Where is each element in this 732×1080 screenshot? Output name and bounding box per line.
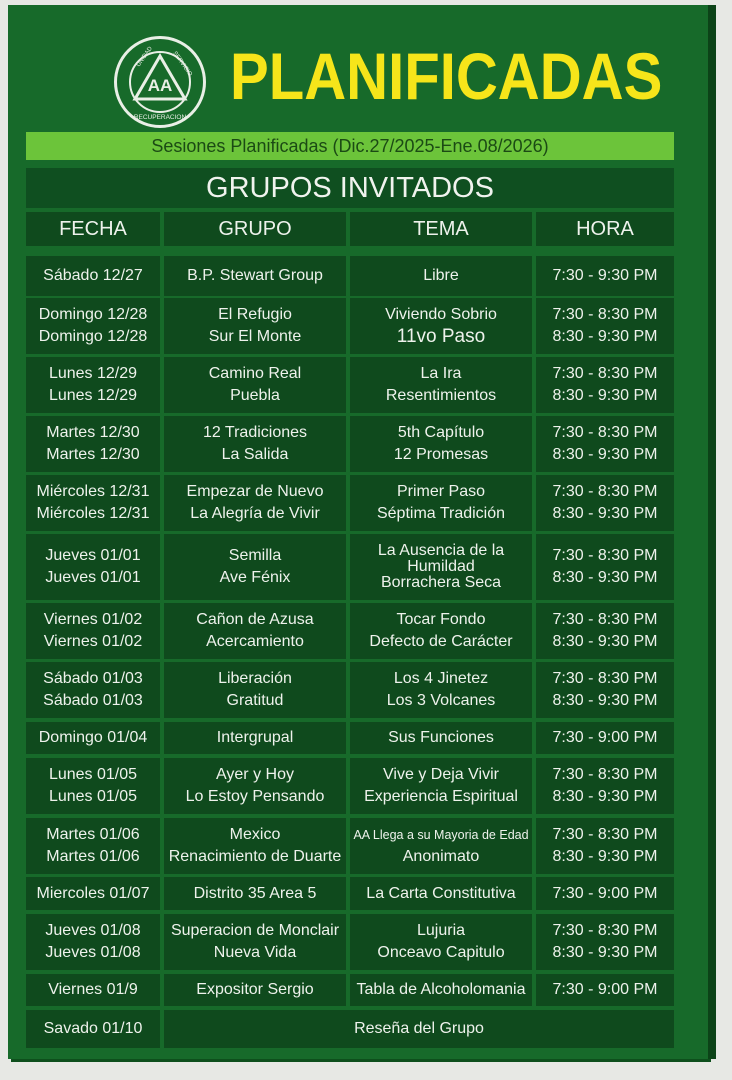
cell-text: Lunes 01/05 — [48, 788, 138, 805]
cell-text: Séptima Tradición — [376, 505, 506, 522]
cell-text: 7:30 - 9:00 PM — [552, 884, 658, 902]
cell-hora — [536, 416, 674, 472]
cell-text: Viernes 01/02 — [43, 633, 143, 650]
cell-grupo — [164, 603, 346, 659]
cell-text: Jueves 01/01 — [45, 569, 141, 586]
cell-tema — [350, 914, 532, 970]
cell-text: Lujuria — [416, 922, 466, 939]
cell-text: Jueves 01/01 — [45, 547, 141, 564]
cell-text: Ayer y Hoy — [216, 766, 294, 783]
cell-text: 7:30 - 9:30 PM — [552, 267, 658, 284]
cell-text: Domingo 01/04 — [38, 729, 148, 746]
cell-grupo — [164, 877, 346, 910]
cell-text: Humildad — [407, 558, 475, 575]
cell-text: Experiencia Espiritual — [364, 788, 518, 805]
cell-text: La Salida — [221, 446, 289, 463]
cell-text: Martes 01/06 — [46, 848, 140, 865]
cell-tema — [350, 974, 532, 1006]
cell-grupo — [164, 416, 346, 472]
cell-text: Viviendo Sobrio — [385, 306, 497, 323]
page-title: PLANIFICADAS — [230, 39, 663, 113]
cell-text: Empezar de Nuevo — [186, 483, 324, 500]
cell-tema — [350, 662, 532, 718]
cell-hora — [536, 818, 674, 874]
cell-fecha — [26, 758, 160, 814]
cell-text: 8:30 - 9:30 PM — [552, 633, 658, 650]
cell-text: 5th Capítulo — [397, 424, 485, 441]
cell-tema — [350, 818, 532, 874]
cell-text: 7:30 - 8:30 PM — [552, 670, 658, 687]
cell-text: Tocar Fondo — [396, 611, 486, 628]
cell-text: B.P. Stewart Group — [187, 267, 323, 284]
cell-text: La Carta Constitutiva — [366, 884, 516, 902]
cell-text: La Alegría de Vivir — [190, 505, 320, 522]
cell-text: Domingo 12/28 — [38, 328, 148, 345]
cell-text: Martes 01/06 — [46, 826, 140, 843]
cell-hora — [536, 722, 674, 754]
cell-text: Ave Fénix — [219, 569, 291, 586]
cell-text: 7:30 - 8:30 PM — [552, 611, 658, 628]
cell-text: Lunes 01/05 — [48, 766, 138, 783]
cell-text: 7:30 - 8:30 PM — [552, 483, 658, 500]
cell-text: Nueva Vida — [213, 944, 297, 961]
cell-text: Lo Estoy Pensando — [185, 788, 325, 805]
cell-tema — [350, 416, 532, 472]
header-grupo: GRUPO — [164, 212, 346, 246]
cell-text: 7:30 - 8:30 PM — [552, 826, 658, 843]
cell-text: 7:30 - 9:00 PM — [552, 729, 658, 746]
cell-hora — [536, 914, 674, 970]
cell-text: Tabla de Alcoholomania — [356, 981, 526, 998]
cell-text: La Ira — [420, 365, 462, 382]
cell-text: Intergrupal — [216, 729, 294, 746]
cell-text: 8:30 - 9:30 PM — [552, 788, 658, 805]
cell-fecha — [26, 818, 160, 874]
cell-text: Anonimato — [402, 848, 480, 865]
cell-text: 12 Tradiciones — [202, 424, 308, 441]
cell-hora — [536, 256, 674, 296]
aa-logo-icon — [117, 39, 203, 125]
cell-grupo — [164, 298, 346, 354]
cell-text: Miércoles 12/31 — [36, 505, 150, 522]
cell-tema — [350, 877, 532, 910]
cell-text: Sábado 01/03 — [43, 692, 143, 709]
cell-text: 7:30 - 8:30 PM — [552, 547, 658, 564]
cell-text: Lunes 12/29 — [48, 387, 138, 404]
cell-text: Libre — [423, 267, 459, 284]
cell-text: Los 4 Jinetez — [393, 670, 489, 687]
cell-tema — [350, 475, 532, 531]
cell-text: Mexico — [229, 826, 281, 843]
cell-hora — [536, 357, 674, 413]
cell-text: 8:30 - 9:30 PM — [552, 446, 658, 463]
cell-text: Expositor Sergio — [196, 981, 314, 998]
cell-grupo — [164, 1010, 674, 1048]
cell-text: Semilla — [228, 547, 282, 564]
cell-hora — [536, 534, 674, 600]
cell-text: Savado 01/10 — [43, 1020, 143, 1037]
cell-text: Gratitud — [226, 692, 284, 709]
cell-text: Defecto de Carácter — [369, 633, 513, 650]
cell-hora — [536, 603, 674, 659]
cell-text: Jueves 01/08 — [45, 922, 141, 939]
cell-text: 7:30 - 8:30 PM — [552, 424, 658, 441]
cell-text: 8:30 - 9:30 PM — [552, 944, 658, 961]
cell-text: 8:30 - 9:30 PM — [552, 387, 658, 404]
card-edge — [708, 5, 716, 1059]
cell-fecha — [26, 1010, 160, 1048]
cell-text: Primer Paso — [396, 483, 486, 500]
cell-text: Distrito 35 Area 5 — [193, 884, 317, 902]
aa-logo — [114, 36, 206, 128]
cell-text: Martes 12/30 — [46, 424, 140, 441]
cell-text: Sábado 01/03 — [43, 670, 143, 687]
cell-text: Jueves 01/08 — [45, 944, 141, 961]
cell-text: Renacimiento de Duarte — [168, 848, 342, 865]
cell-text: Vive y Deja Vivir — [383, 766, 499, 783]
cell-text: Cañon de Azusa — [196, 611, 314, 628]
cell-text: 7:30 - 8:30 PM — [552, 922, 658, 939]
cell-fecha — [26, 534, 160, 600]
cell-grupo — [164, 818, 346, 874]
cell-grupo — [164, 534, 346, 600]
cell-grupo — [164, 914, 346, 970]
cell-text: 7:30 - 8:30 PM — [552, 306, 658, 323]
cell-text: Lunes 12/29 — [48, 365, 138, 382]
header-tema: TEMA — [350, 212, 532, 246]
cell-grupo — [164, 974, 346, 1006]
cell-text: Liberación — [218, 670, 292, 687]
cell-text: Onceavo Capitulo — [377, 944, 505, 961]
cell-tema — [350, 534, 532, 600]
cell-text: Acercamiento — [206, 633, 304, 650]
cell-fecha — [26, 416, 160, 472]
cell-text: 8:30 - 9:30 PM — [552, 692, 658, 709]
cell-hora — [536, 662, 674, 718]
cell-text: Miércoles 12/31 — [36, 483, 150, 500]
cell-grupo — [164, 662, 346, 718]
cell-text: 12 Promesas — [393, 446, 489, 463]
cell-hora — [536, 877, 674, 910]
cell-fecha — [26, 256, 160, 296]
cell-text: Resentimientos — [385, 387, 497, 404]
cell-text: Sábado 12/27 — [43, 267, 143, 284]
cell-text: Martes 12/30 — [46, 446, 140, 463]
cell-hora — [536, 974, 674, 1006]
cell-fecha — [26, 475, 160, 531]
cell-text: Viernes 01/02 — [43, 611, 143, 628]
cell-text: Camino Real — [208, 365, 302, 382]
cell-text: Sur El Monte — [208, 328, 302, 345]
cell-hora — [536, 475, 674, 531]
cell-tema — [350, 758, 532, 814]
cell-grupo — [164, 357, 346, 413]
cell-text: Viernes 01/9 — [48, 981, 138, 998]
cell-text: 7:30 - 8:30 PM — [552, 365, 658, 382]
logo-ring-bottom: RECUPERACION — [133, 114, 187, 121]
header-fecha: FECHA — [26, 212, 160, 246]
cell-fecha — [26, 298, 160, 354]
cell-text: Sus Funciones — [388, 729, 494, 746]
cell-text: Los 3 Volcanes — [386, 692, 496, 709]
subtitle-bar: Sesiones Planificadas (Dic.27/2025-Ene.08/2026) — [26, 132, 674, 160]
cell-fecha — [26, 357, 160, 413]
cell-text: 8:30 - 9:30 PM — [552, 569, 658, 586]
cell-text: Miercoles 01/07 — [36, 884, 150, 902]
cell-fecha — [26, 603, 160, 659]
cell-tema — [350, 603, 532, 659]
cell-text: Puebla — [230, 387, 280, 404]
cell-tema — [350, 722, 532, 754]
section-title: GRUPOS INVITADOS — [26, 168, 674, 208]
cell-fecha — [26, 662, 160, 718]
cell-text: 7:30 - 8:30 PM — [552, 766, 658, 783]
cell-text: 11vo Paso — [396, 326, 486, 347]
cell-grupo — [164, 758, 346, 814]
cell-grupo — [164, 475, 346, 531]
cell-fecha — [26, 914, 160, 970]
cell-text: Domingo 12/28 — [38, 306, 148, 323]
cell-hora — [536, 298, 674, 354]
cell-text: La Ausencia de la — [377, 542, 505, 559]
cell-fecha — [26, 722, 160, 754]
cell-text: 8:30 - 9:30 PM — [552, 848, 658, 865]
cell-text: Borrachera Seca — [380, 574, 502, 591]
cell-text: 8:30 - 9:30 PM — [552, 505, 658, 522]
cell-text: 7:30 - 9:00 PM — [552, 981, 658, 998]
header-hora: HORA — [536, 212, 674, 246]
cell-tema — [350, 256, 532, 296]
cell-text: 8:30 - 9:30 PM — [552, 328, 658, 345]
cell-tema — [350, 298, 532, 354]
cell-text: Superacion de Monclair — [170, 922, 340, 939]
cell-tema — [350, 357, 532, 413]
cell-fecha — [26, 974, 160, 1006]
cell-text: El Refugio — [218, 306, 292, 323]
logo-ring-left: UNIDAD — [135, 45, 154, 69]
cell-fecha — [26, 877, 160, 910]
cell-text: Reseña del Grupo — [354, 1020, 484, 1037]
cell-grupo — [164, 256, 346, 296]
cell-text: AA Llega a su Mayoria de Edad — [353, 828, 529, 842]
cell-hora — [536, 758, 674, 814]
logo-center-text: AA — [147, 76, 173, 95]
logo-ring-right: SERVICIO — [171, 50, 193, 78]
cell-grupo — [164, 722, 346, 754]
